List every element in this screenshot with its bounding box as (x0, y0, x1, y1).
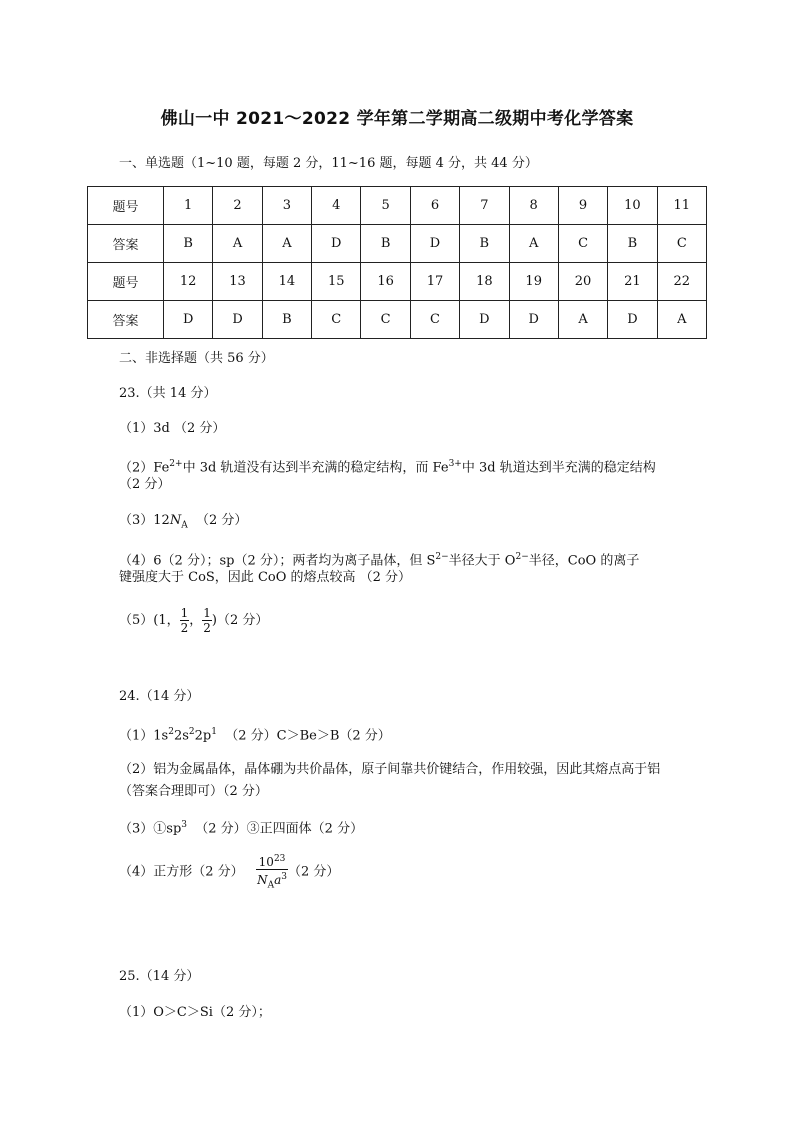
table-cell: 21 (608, 263, 657, 301)
q25-part-1: （1）O＞C＞Si（2 分）； (119, 1005, 271, 1020)
table-cell: 11 (657, 187, 706, 225)
section-1-heading: 一、单选题（1~10 题，每题 2 分，11~16 题，每题 4 分，共 44 分） (119, 156, 538, 171)
table-cell: C (361, 301, 410, 339)
table-cell: D (164, 301, 213, 339)
density-fraction: $\frac{10^{23}}{N_Aa^3}$ (257, 854, 287, 891)
table-row-header: 题号 (88, 187, 164, 225)
table-cell: D (312, 225, 361, 263)
page-title: 佛山一中 2021～2022 学年第二学期高二级期中考化学答案 (160, 109, 634, 129)
table-cell: 3 (262, 187, 311, 225)
q25-header: 25.（14 分） (119, 969, 200, 984)
table-cell: B (608, 225, 657, 263)
fraction-half-1: $\frac{1}{2}$ (180, 606, 189, 635)
table-cell: 13 (213, 263, 262, 301)
table-row-header: 题号 (88, 263, 164, 301)
table-cell: B (460, 225, 509, 263)
table-cell: B (361, 225, 410, 263)
table-row-header: 答案 (88, 225, 164, 263)
table-cell: 22 (657, 263, 706, 301)
q24-part-1: $(1)1s^22s^22p^1$ （2 分）C＞Be＞B（2 分） (119, 727, 391, 744)
table-cell: 17 (410, 263, 459, 301)
table-cell: 2 (213, 187, 262, 225)
table-cell: D (410, 225, 459, 263)
q23-part-1: （1）3d （2 分） (119, 421, 226, 436)
table-cell: A (262, 225, 311, 263)
table-cell: 14 (262, 263, 311, 301)
q23-part-4: （4）6（2 分）；sp（2 分）；两者均为离子晶体，但 $S^{2-}$半径大于 $O^{2-}$半径，CoO 的离子 (119, 552, 640, 569)
table-cell: A (558, 301, 607, 339)
table-cell: 10 (608, 187, 657, 225)
table-cell: 8 (509, 187, 558, 225)
q24-part-2: （2）铝为金属晶体，晶体硼为共价晶体，原子间靠共价键结合，作用较强，因此其熔点高于铝（答案合理即可）（2 分） (119, 762, 661, 799)
answer-table (87, 186, 707, 339)
q23-part-3: $(3)12N_A$ （2 分） (119, 513, 248, 531)
table-cell: 6 (410, 187, 459, 225)
table-row (88, 187, 707, 225)
table-cell: 18 (460, 263, 509, 301)
table-row (88, 225, 707, 263)
table-row (88, 301, 707, 339)
q24-header: 24.（14 分） (119, 689, 200, 704)
q23-part-4-cont: 键强度大于 CoS，因此 CoO 的熔点较高 （2 分） (119, 570, 412, 585)
table-cell: A (657, 301, 706, 339)
table-cell: 7 (460, 187, 509, 225)
table-cell: B (164, 225, 213, 263)
table-cell: 20 (558, 263, 607, 301)
table-cell: A (509, 225, 558, 263)
table-cell: 19 (509, 263, 558, 301)
table-cell: 15 (312, 263, 361, 301)
table-cell: C (558, 225, 607, 263)
table-cell: C (312, 301, 361, 339)
table-cell: B (262, 301, 311, 339)
table-row (88, 263, 707, 301)
table-cell: D (509, 301, 558, 339)
table-cell: 16 (361, 263, 410, 301)
q24-part-4: （4）正方形（2 分） $\frac{10^{23}}{N_Aa^3}$ （2 分） (119, 854, 340, 891)
section-2-heading: 二、非选择题（共 56 分） (119, 351, 274, 366)
q23-part-2: $(2)Fe^{2+}$中 3d 轨道没有达到半充满的稳定结构，而 $Fe^{3+}$中 3d 轨道达到半充满的稳定结构 (119, 459, 656, 476)
table-cell: A (213, 225, 262, 263)
table-row-header: 答案 (88, 301, 164, 339)
fraction-half-2: $\frac{1}{2}$ (203, 606, 211, 635)
table-cell: 9 (558, 187, 607, 225)
table-cell: D (213, 301, 262, 339)
table-cell: D (460, 301, 509, 339)
table-cell: C (410, 301, 459, 339)
table-cell: D (608, 301, 657, 339)
table-cell: 1 (164, 187, 213, 225)
q23-part-5: （5）(1， $\frac{1}{2}$ ， $\frac{1}{2}$ )（2 分） (119, 606, 269, 635)
table-cell: 4 (312, 187, 361, 225)
table-cell: 5 (361, 187, 410, 225)
q23-header: 23.（共 14 分） (119, 386, 217, 401)
table-cell: C (657, 225, 706, 263)
q23-part-2-score: （2 分） (119, 477, 171, 492)
table-cell: 12 (164, 263, 213, 301)
q24-part-3: $(3)①sp^3$ （2 分）③正四面体（2 分） (119, 820, 364, 837)
